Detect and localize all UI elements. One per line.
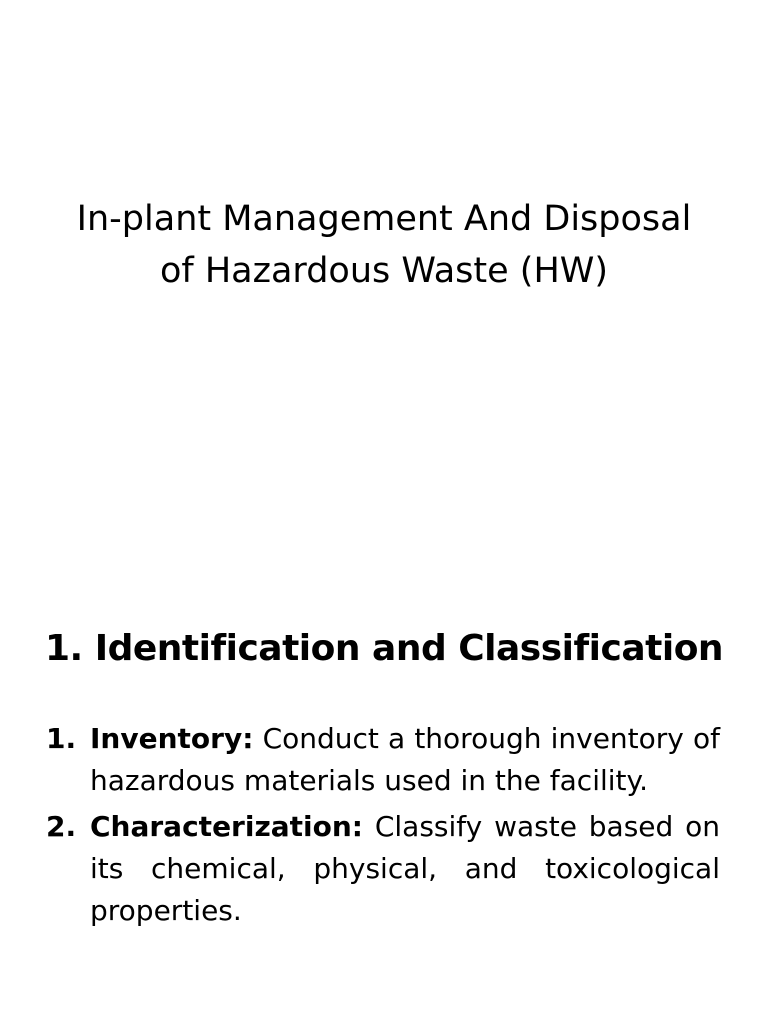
section-heading: 1. Identification and Classification — [44, 628, 724, 669]
list-item-term: Inventory: — [90, 722, 254, 755]
presentation-title — [40, 193, 728, 297]
list-item — [46, 718, 720, 802]
title-line-2: of Hazardous Waste (HW) — [159, 251, 609, 291]
list-item-body — [90, 718, 720, 802]
numbered-list — [46, 718, 720, 936]
list-item-number: 2. — [46, 810, 77, 843]
list-item-body — [90, 806, 720, 932]
title-line-1: In-plant Management And Disposal — [76, 199, 692, 239]
list-item — [46, 806, 720, 932]
list-item-text: Conduct a thorough inventory of hazardous materials used in the facility. — [90, 722, 721, 797]
list-item-text: Classify waste based on its chemical, physical, and toxicological properties. — [90, 810, 720, 927]
slide-identification — [0, 512, 768, 1024]
list-item-term: Characterization: — [90, 810, 363, 843]
list-item-number: 1. — [46, 722, 77, 755]
